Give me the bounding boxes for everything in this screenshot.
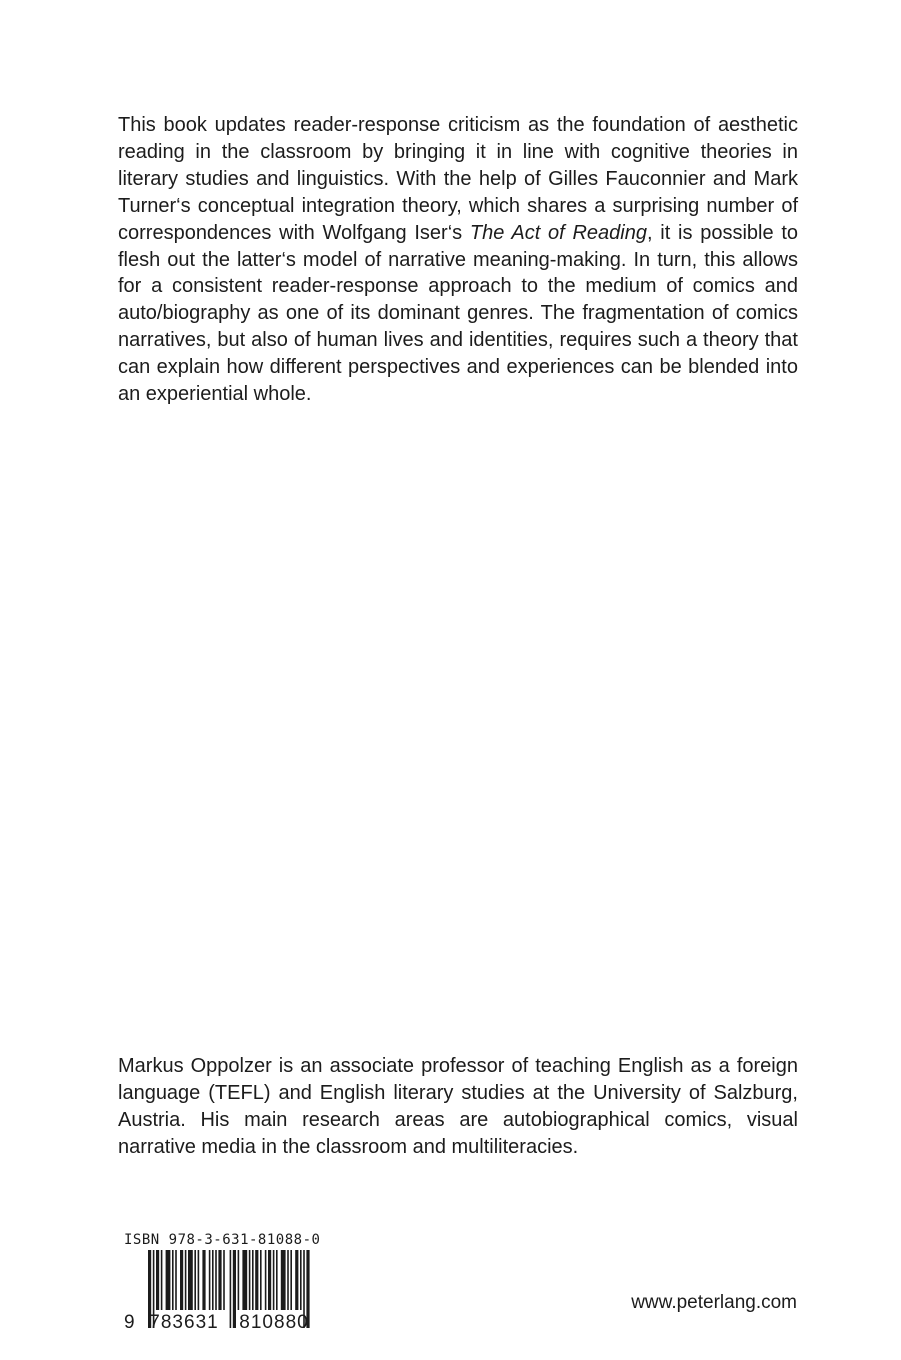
barcode-bar: [249, 1250, 251, 1310]
barcode-bar: [295, 1250, 298, 1310]
isbn-barcode: [122, 1250, 332, 1330]
barcode-bar: [223, 1250, 225, 1310]
barcode-bar: [300, 1250, 302, 1310]
barcode-bar: [215, 1250, 217, 1310]
barcode-bar: [218, 1250, 221, 1310]
isbn-label: ISBN 978-3-631-81088-0: [124, 1232, 321, 1248]
book-description: [118, 112, 798, 408]
barcode-bar: [252, 1250, 254, 1310]
barcode-bar: [255, 1250, 258, 1310]
description-text-part2: , it is possible to flesh out the latter‘s model of narrative meaning-making. In turn, this allows for a consistent reader-response approach to the medium of comics and auto/biography as one of its dominant genres. The fragmentation of comics narratives, but also of human lives and identities, requires such a theory that can explain how different perspectives and experiences can be blended into an experiential whole.: [118, 221, 798, 406]
barcode-bar: [260, 1250, 262, 1310]
barcode-bar: [180, 1250, 183, 1310]
barcode-bar: [212, 1250, 214, 1310]
barcode-bar: [161, 1250, 163, 1310]
barcode-bar: [281, 1250, 286, 1310]
barcode-digits-right: 810880: [239, 1312, 309, 1330]
barcode-bar: [185, 1250, 187, 1310]
barcode-bar: [287, 1250, 289, 1310]
barcode-bar: [273, 1250, 275, 1310]
barcode-bar: [166, 1250, 171, 1310]
barcode-bar: [233, 1250, 236, 1328]
barcode-bar: [242, 1250, 247, 1310]
barcode-bar: [276, 1250, 278, 1310]
author-bio: Markus Oppolzer is an associate professor of teaching English as a foreign language (TEFL) and English literary studies at the University of Salzburg, Austria. His main research areas are autobiographical comics, visual narrative media in the classroom and multiliteracies.: [118, 1055, 798, 1158]
barcode-bar: [209, 1250, 211, 1310]
barcode-bar: [172, 1250, 174, 1310]
barcode-bar: [238, 1250, 240, 1310]
description-text-part1: This book updates reader-response criticism as the foundation of aesthetic reading in the classroom by bringing it in line with cognitive theories in literary studies and linguistics. With the help of Gilles Fauconnier and Mark Turner‘s conceptual integration theory, which shares a surprising number of correspondences with Wolfgang Iser‘s: [118, 114, 798, 244]
barcode-digits-left: 783631: [149, 1312, 219, 1330]
publisher-website: www.peterlang.com: [631, 1292, 797, 1313]
book-title-reference: The Act of Reading: [469, 221, 647, 244]
barcode-bar: [202, 1250, 205, 1310]
barcode-bar: [290, 1250, 292, 1310]
barcode-bar: [230, 1250, 232, 1328]
barcode-bar: [175, 1250, 177, 1310]
barcode-bar: [198, 1250, 200, 1310]
barcode-bar: [188, 1250, 193, 1310]
barcode-bar: [265, 1250, 267, 1310]
barcode-bar: [268, 1250, 271, 1310]
barcode-bar: [194, 1250, 196, 1310]
barcode-bar: [156, 1250, 159, 1310]
barcode-digit-first: 9: [124, 1312, 135, 1330]
